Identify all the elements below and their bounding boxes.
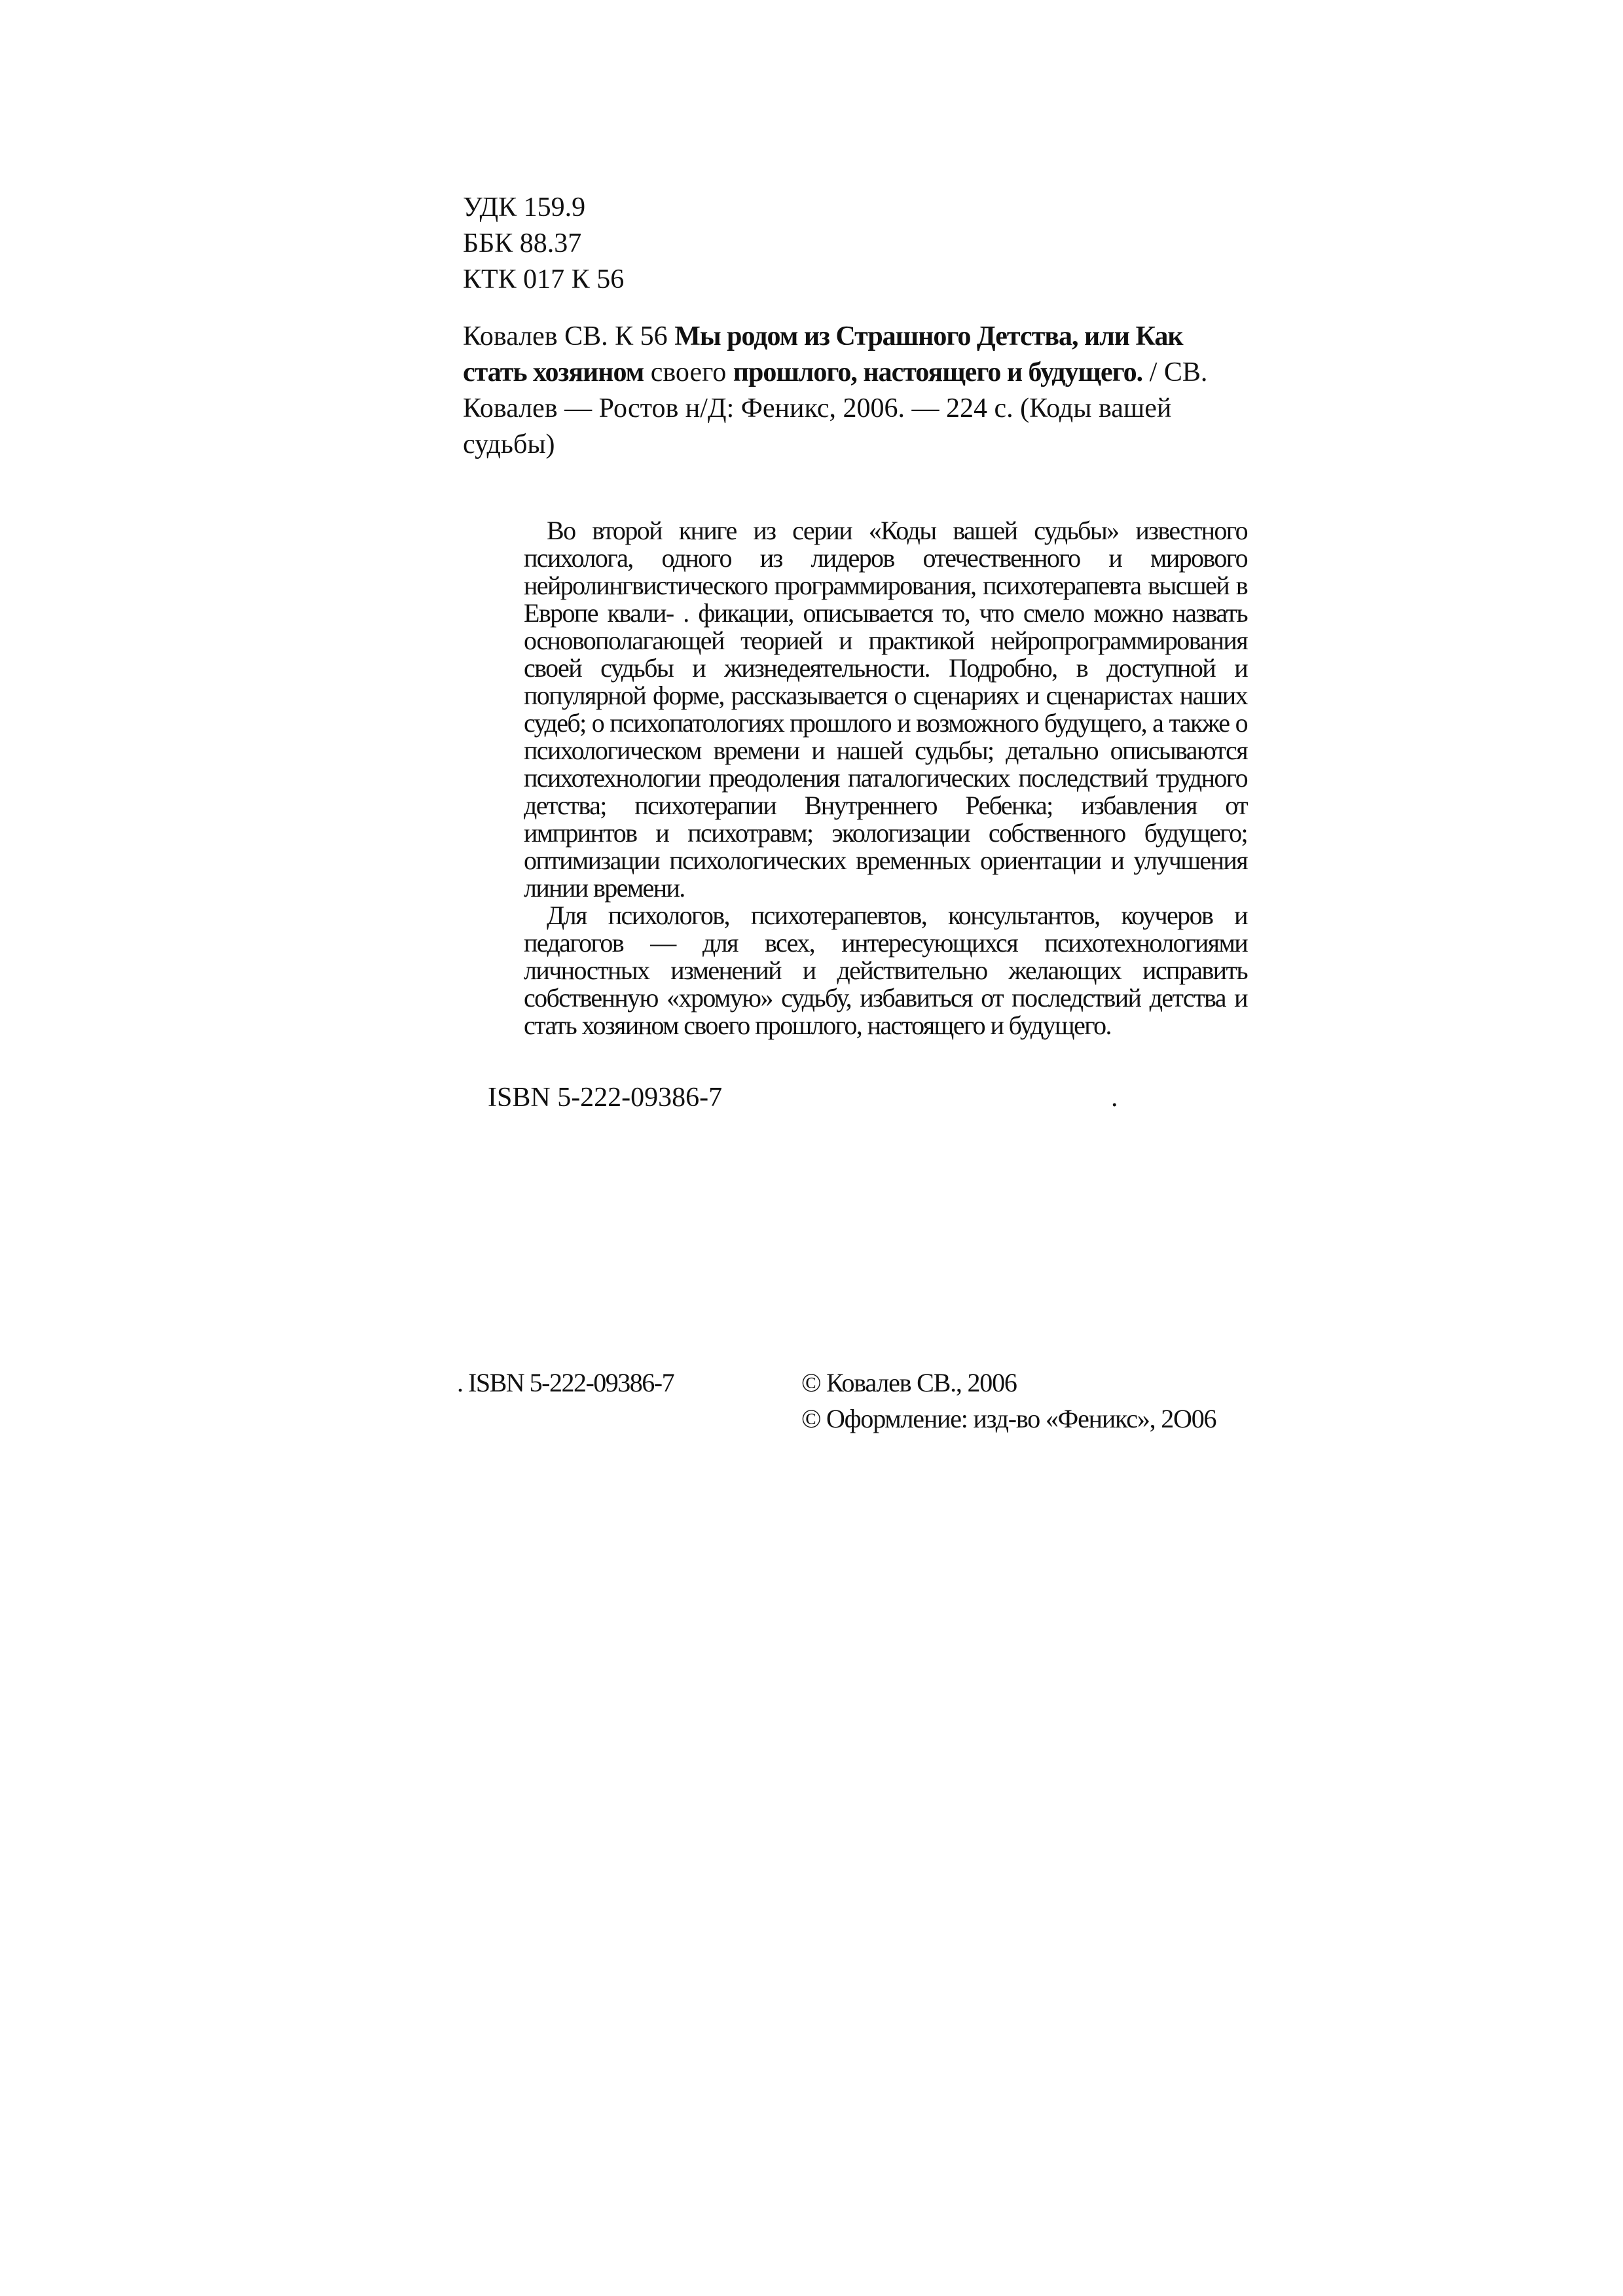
bbk-code: ББК 88.37	[463, 228, 582, 259]
ktk-code: КТК 017 К 56	[463, 264, 625, 295]
book-title-part1: Мы родом из Страшного Детства, или Как стать хозяином	[463, 321, 1183, 387]
isbn-trailing-dot: .	[1111, 1083, 1118, 1113]
copyright-design: © Оформление: изд-во «Феникс», 2О06	[801, 1404, 1216, 1433]
copyright-author: © Ковалев СВ., 2006	[801, 1368, 1017, 1397]
book-title-part2: прошлого, настоящего и будущего.	[733, 357, 1143, 387]
annotation-paragraph: Для психологов, психотерапевтов, консультантов, коучеров и педагогов — для всех, интересующихся психотехнологиями личностных изменений и действительно желающих исправить собственную «хромую» судьбу, избавиться от последствий детства и стать хозяином своего прошлого, настоящего и будущего.	[524, 901, 1247, 1040]
annotation	[524, 517, 1247, 1039]
annotation-paragraph: Во второй книге из серии «Коды вашей судьбы» известного психолога, одного из лидеров отечественного и мирового нейролингвистического программирования, психотерапевта высшей в Европе квали- . фикации, описывается то, что смело можно назвать основополагающей теорией и практикой нейропрограммирования своей судьбы и жизнедеятельности. Подробно, в доступной и популярной форме, рассказывается о сценариях и сценаристах наших судеб; о психопатологиях прошлого и возможного будущего, а также о психологическом времени и нашей судьбы; детально описываются психотехнологии преодоления паталогических последствий трудного детства; психотерапии Внутреннего Ребенка; избавления от импринтов и психотравм; экологизации собственного будущего; оптимизации психологических временных ориентации и улучшения линии времени.	[524, 516, 1247, 903]
udk-code: УДК 159.9	[463, 192, 586, 223]
biblio-tail: / СВ. Ковалев — Ростов н/Д: Феникс, 2006. — 224 с. (Коды вашей судьбы)	[463, 357, 1208, 459]
isbn-bottom: . ISBN 5-222-09386-7	[457, 1368, 674, 1397]
author-prefix: Ковалев СВ. К 56	[463, 321, 668, 351]
isbn-main: ISBN 5-222-09386-7	[488, 1083, 723, 1113]
bibliographic-record	[463, 319, 1242, 463]
copyright-block	[801, 1365, 1216, 1437]
book-title-connector: своего	[650, 357, 727, 387]
classification-codes	[463, 190, 624, 298]
